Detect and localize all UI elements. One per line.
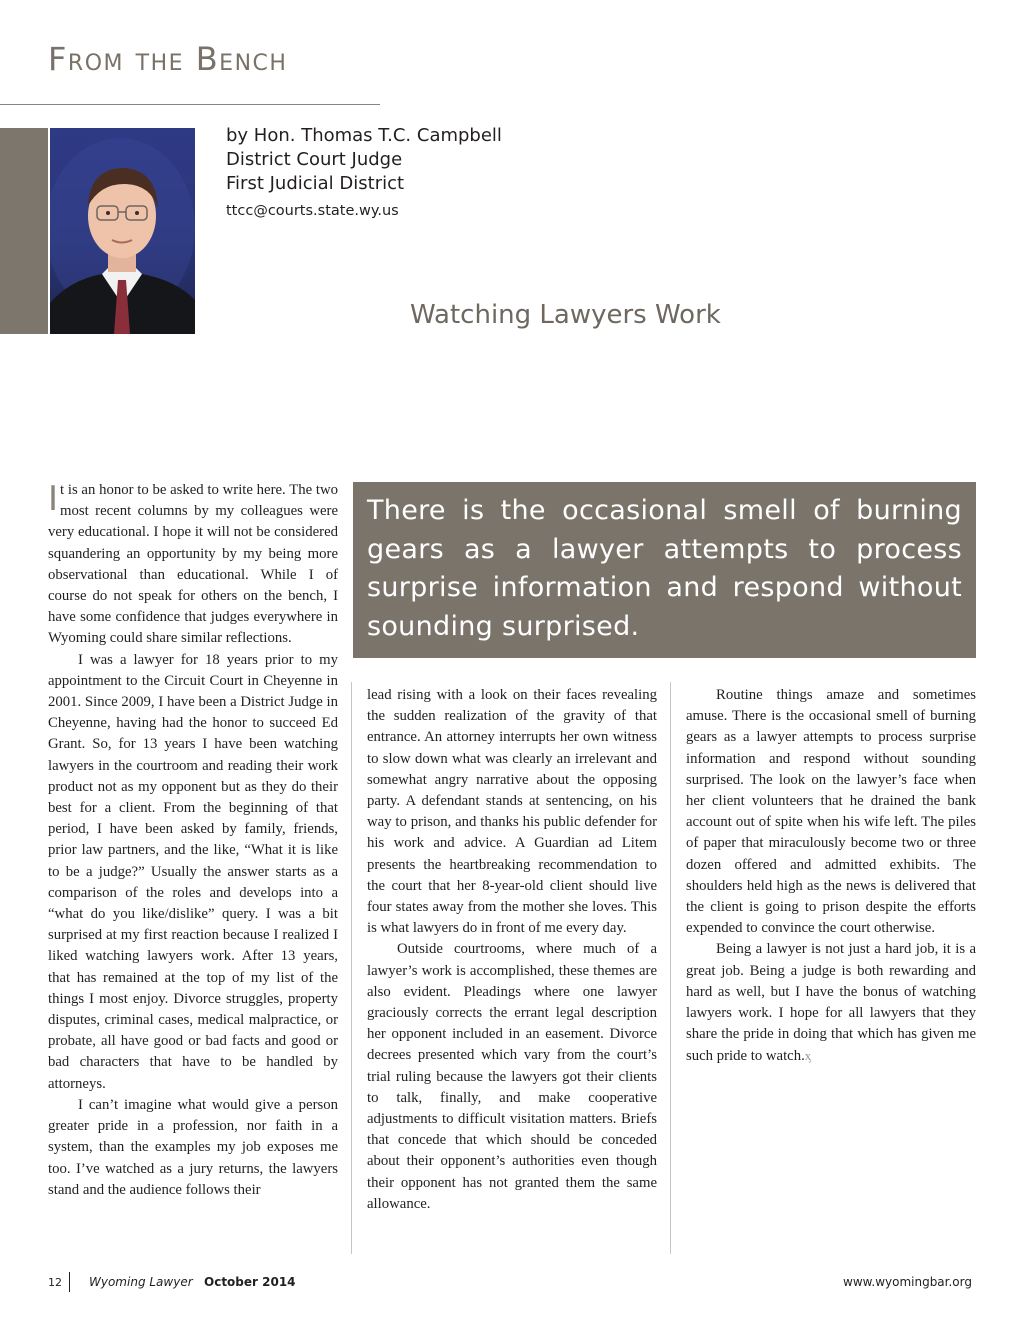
page-number: 12: [48, 1276, 62, 1289]
article-column-2: [367, 685, 657, 1215]
author-district: First Judicial District: [226, 173, 405, 194]
author-email[interactable]: ttcc@courts.state.wy.us: [226, 203, 399, 219]
paragraph: I was a lawyer for 18 years prior to my appointment to the Circuit Court in Cheyenne in 2001. Since 2009, I have been a District Judge in Cheyenne, having had the honor to succeed Ed Grant. So, for 13 years I have been watching lawyers in the courtroom and reading their work product not as my opponent but as they do their best for a client. From the beginning of that period, I have been asked by family, friends, prior law partners, and the like, “What it is like to be a judge?” Usually the answer starts as a comparison of the roles and develops into a “what do you like/dislike” query. I was a bit surprised at my first reaction because I realized I liked watching lawyers work. After 13 years, that has remained at the top of my list of the things I most enjoy. Divorce struggles, property disputes, criminal cases, medical malpractice, or probate, all have good or bad facts and good or bad characters that have to be handled by attorneys.: [48, 651, 338, 1092]
column-divider: [351, 682, 352, 1254]
paragraph: lead rising with a look on their faces revealing the sudden realization of the gravity of that entrance. An attorney interrupts her own witness to slow down what was clearly an irrelevant and somewhat angry narrative about the opposing party. A defendant stands at sentencing, on his way to prison, and thanks his public defender for his work and advice. A Guardian ad Litem presents the heartbreaking recommendation to the court that her 8-year-old client should live four states away from the mother she loves. This is what lawyers do in front of me every day.: [367, 687, 657, 937]
website-link[interactable]: www.wyomingbar.org: [843, 1275, 972, 1289]
author-name: by Hon. Thomas T.C. Campbell: [226, 125, 502, 146]
paragraph: I can’t imagine what would give a person greater pride in a profession, nor faith in a system, than the examples my job exposes me too. I’ve watched as a jury returns, the lawyers stand and the audience follows their: [48, 1096, 338, 1198]
byline-block: [226, 124, 502, 223]
article-column-3: [686, 685, 976, 1068]
author-portrait-illustration: [50, 128, 195, 334]
paragraph: Being a lawyer is not just a hard job, it is a great job. Being a judge is both rewarding and hard as well, but I have the bonus of watching lawyers work. I hope for all lawyers that they share the pride in doing that which has given me such pride to watch.ᶍ: [686, 941, 976, 1065]
footer-divider: [69, 1272, 70, 1292]
paragraph: Outside courtrooms, where much of a lawyer’s work is accomplished, these themes are also evident. Pleadings where one lawyer graciously corrects the errant legal description her opponent included in an easement. Divorce decrees presented which vary from the court’s trial ruling because the lawyers got their clients to talk, finally, and make cooperative adjustments to difficult visitation matters. Briefs that concede that which should be conceded about their opponent’s authorities even though their opponent has not granted them the same allowance.: [367, 941, 657, 1212]
kicker-rule: [0, 104, 380, 105]
end-mark-icon: ᶍ: [804, 1048, 812, 1064]
article-title: Watching Lawyers Work: [410, 300, 721, 330]
issue-date: October 2014: [204, 1275, 296, 1289]
article-column-1: [48, 480, 338, 1201]
publication-name: Wyoming Lawyer: [89, 1275, 193, 1289]
section-kicker: From the Bench: [48, 40, 288, 78]
column-divider: [670, 682, 671, 1254]
paragraph: Routine things amaze and sometimes amuse. There is the occasional smell of burning gears as a lawyer attempts to process surprise information and respond without sounding surprised. The look on the lawyer’s face when her client volunteers that he drained the bank account out of spite when his wife left. The piles of paper that miraculously become two or three dozen offered and admitted exhibits. The shoulders held high as the news is delivered that the client is going to prison despite the efforts expended to convince the court otherwise.: [686, 687, 976, 937]
drop-cap: I: [48, 479, 59, 519]
paragraph: It is an honor to be asked to write here. The two most recent columns by my colleagues were very educational. I hope it will not be considered squandering an opportunity by my being more observational than educational. While I of course do not speak for others on the bench, I have some confidence that judges everywhere in Wyoming could share similar reflections.: [48, 479, 338, 647]
author-portrait: [50, 128, 195, 334]
accent-bar: [0, 128, 48, 334]
pull-quote: There is the occasional smell of burning gears as a lawyer attempts to process surprise information and respond without sounding surprised.: [353, 482, 976, 658]
author-position: District Court Judge: [226, 149, 403, 170]
